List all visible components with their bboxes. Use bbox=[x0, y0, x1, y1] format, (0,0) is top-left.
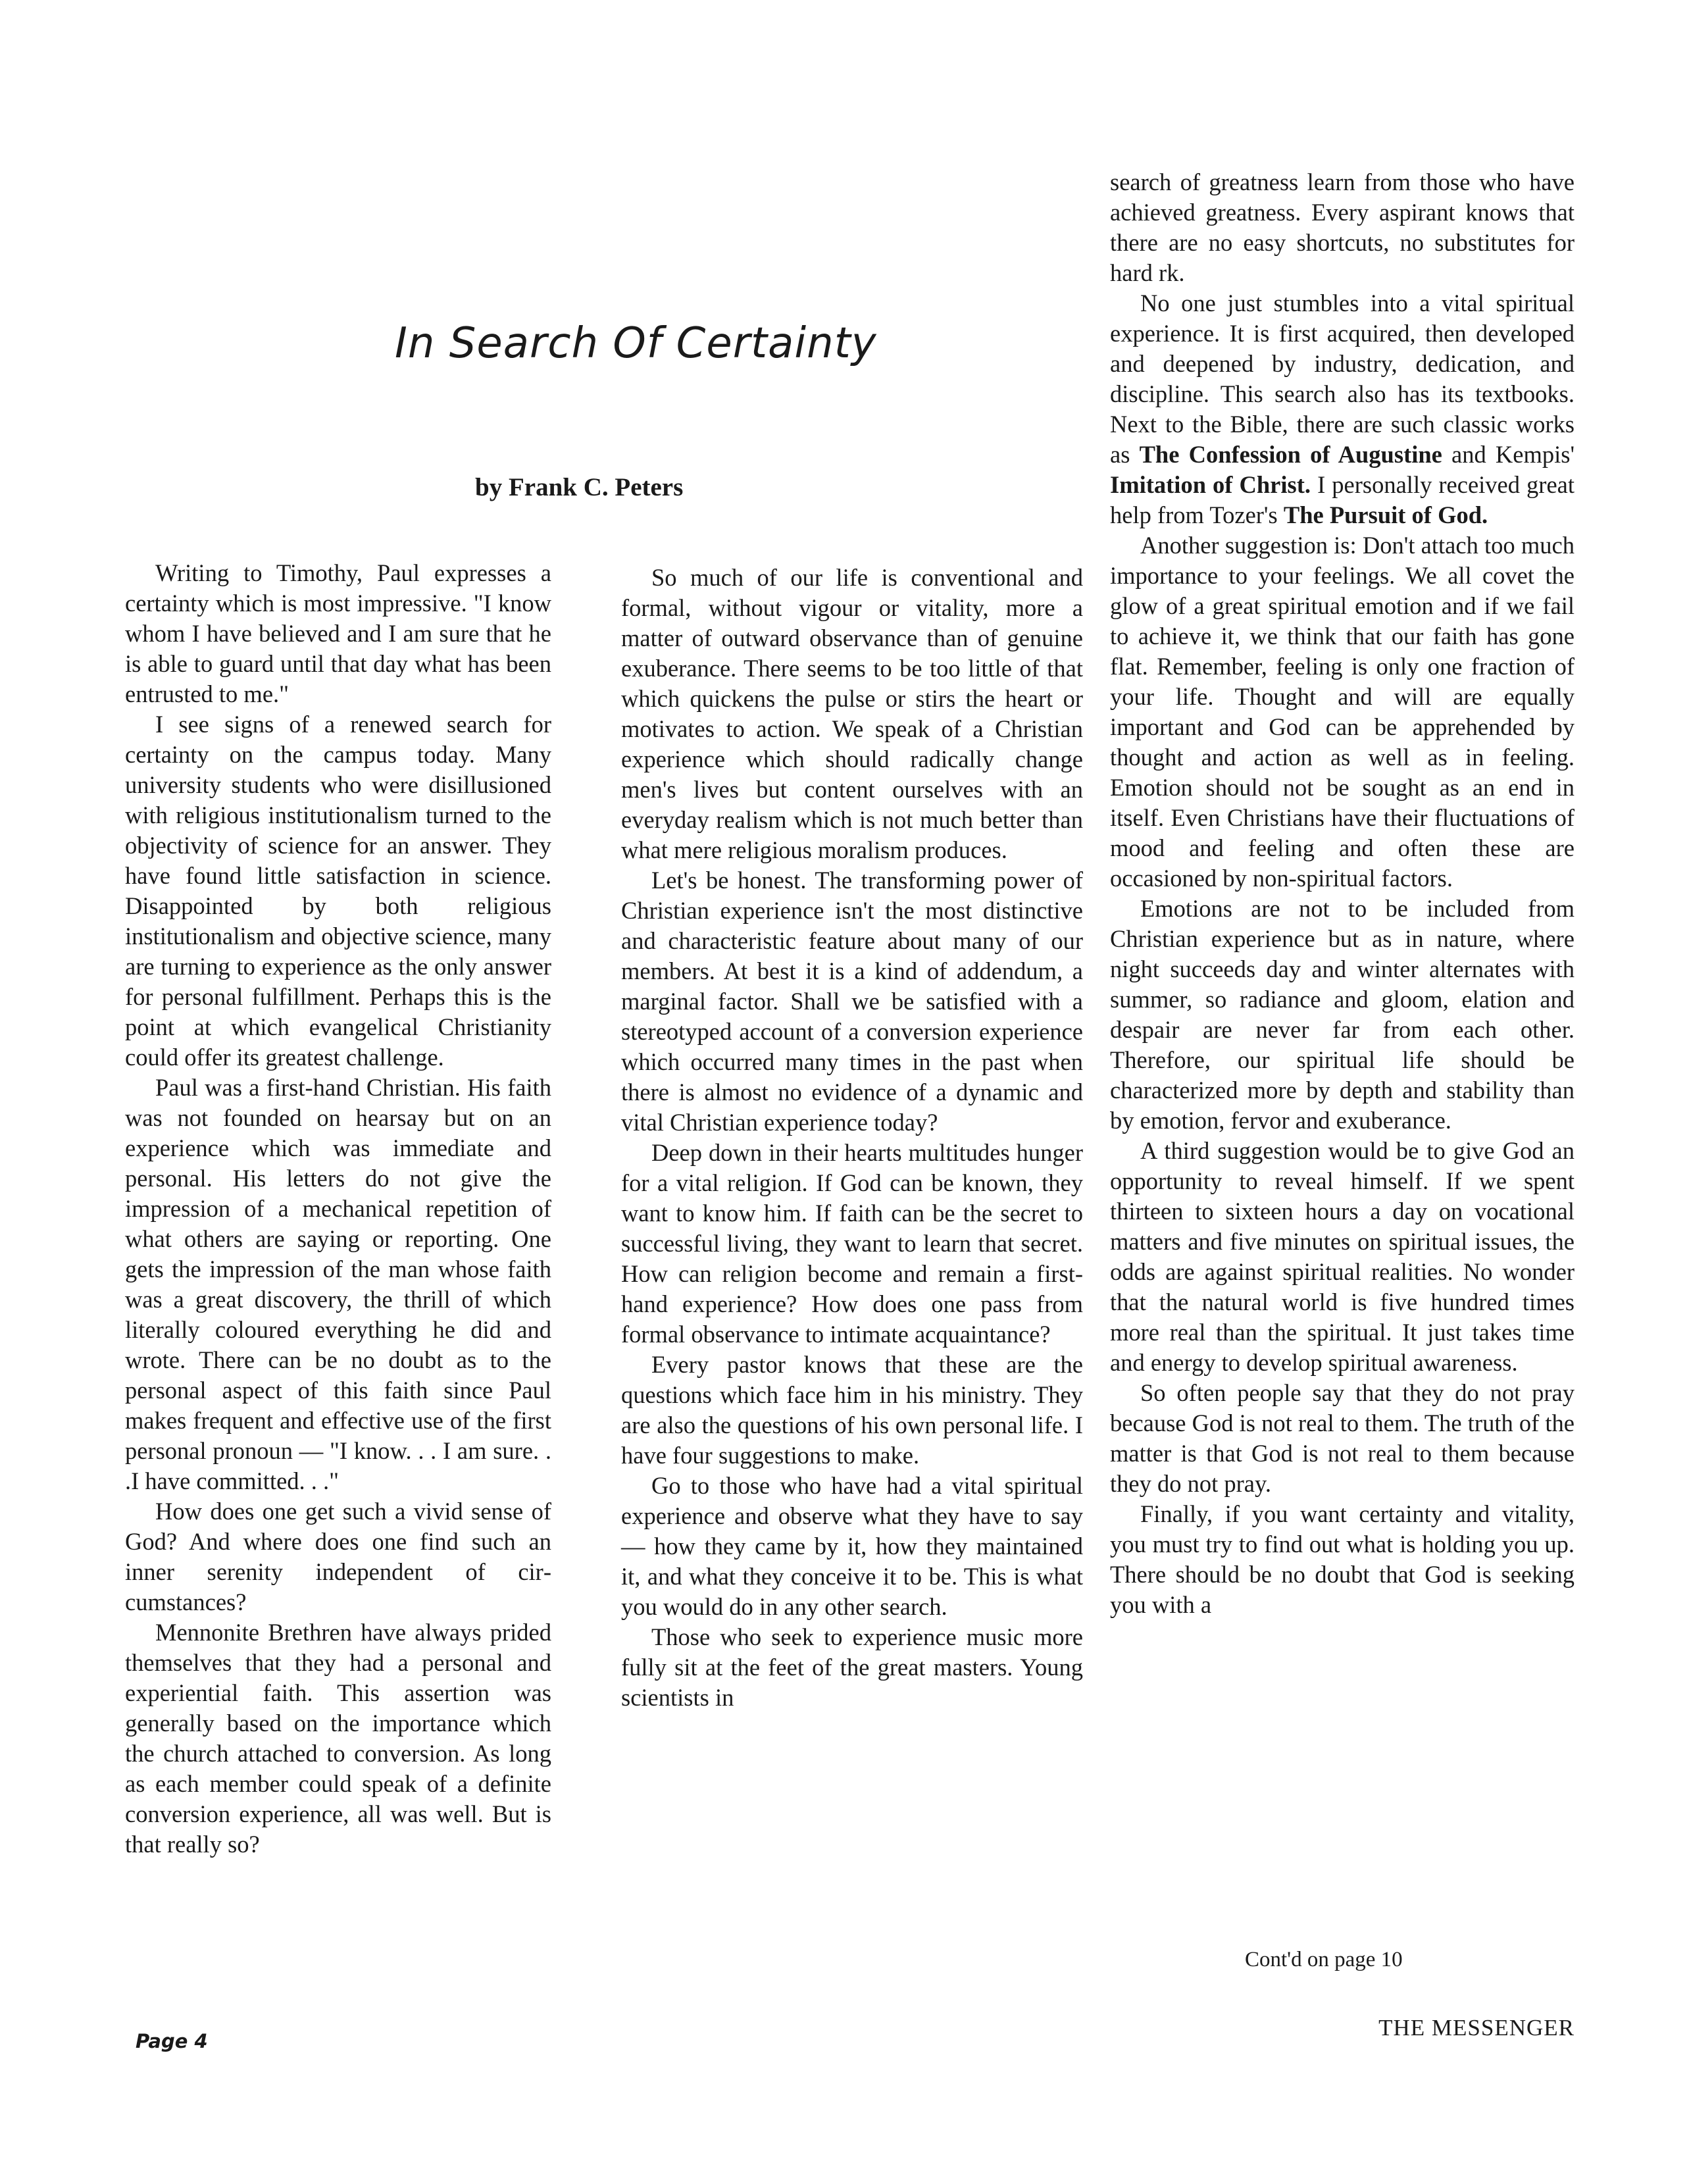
column-2 bbox=[621, 563, 1083, 1713]
book-title: Imitation of Christ. bbox=[1110, 471, 1311, 498]
paragraph: Let's be honest. The transforming power of Christian experience isn't the most distinctive and characteristic feature about many of our members. At best it is a kind of addendum, a marginal factor. Shall we be satisfied with a stereotyped account of a conversion experience which occurred many times in the past when there is almost no evidence of a dynamic and vital Christian experience today? bbox=[621, 867, 1083, 1136]
paragraph: I see signs of a renewed search for certainty on the campus today. Many university students who were disillusioned with religious institutionalism turned to the objectivity of science for an answer. They have found little satisfaction in science. Disappointed by both religious institutionalism and objective science, many are turning to experience as the only answer for personal fulfillment. Perhaps this is the point at which evangelical Christianity could offer its greatest challenge. bbox=[125, 711, 551, 1071]
book-title: The Confession of Augustine bbox=[1139, 441, 1442, 468]
paragraph: Emotions are not to be included from Christian experience but as in nature, where night succeeds day and winter alternates with summer, so radiance and gloom, elation and despair are never far from each other. Therefore, our spiritual life should be characterized more by depth and stability than by emotion, fervor and exuberance. bbox=[1110, 895, 1575, 1134]
article-title: In Search Of Certainty bbox=[395, 319, 877, 368]
paragraph: search of greatness learn from those who have achieved greatness. Every aspirant knows that there are no easy shortcuts, no substitutes for hard rk. bbox=[1110, 168, 1575, 286]
page-number: Page 4 bbox=[136, 2030, 208, 2052]
paragraph: A third suggestion would be to give God an opportunity to reveal himself. If we spent thirteen to sixteen hours a day on vocational matters and five minutes on spiritual issues, the odds are against spiritual realities. No wonder that the natural world is five hundred times more real than the spiritual. It just takes time and energy to develop spiritual awareness. bbox=[1110, 1137, 1575, 1376]
text-run: I personally received great help from Tozer's bbox=[1110, 471, 1575, 528]
paragraph: Paul was a first-hand Christian. His faith was not founded on hearsay but on an experience which was immediate and personal. His letters do not give the impression of a mechanical repetition of what others are saying or reporting. One gets the impression of the man whose faith was a great discovery, the thrill of which literally coloured everything he did and wrote. There can be no doubt as to the personal aspect of this faith since Paul makes frequent and effective use of the first personal pronoun — "I know. . . I am sure. . .I have committed. . ." bbox=[125, 1074, 551, 1494]
paragraph: How does one get such a vivid sense of God? And where does one find such an inner serenity independent of circumstances? bbox=[125, 1498, 551, 1615]
column-3 bbox=[1110, 167, 1575, 1620]
text-run: and Kempis' bbox=[1442, 441, 1575, 468]
text-run: No one just stumbles into a vital spiritual experience. It is first acquired, then developed and deepened by industry, dedication, and discipline. This search also has its textbooks. Next to the Bible, there are such classic works as bbox=[1110, 290, 1575, 468]
paragraph: Every pastor knows that these are the questions which face him in his ministry. They are also the questions of his own personal life. I have four suggestions to make. bbox=[621, 1351, 1083, 1469]
column-1 bbox=[125, 558, 551, 1860]
book-title: The Pursuit of God. bbox=[1283, 501, 1488, 528]
paragraph: Deep down in their hearts multitudes hunger for a vital religion. If God can be known, they want to know him. If faith can be the secret to successful living, they want to learn that secret. How can religion become and remain a first-hand experience? How does one pass from formal observance to intimate acquaintance? bbox=[621, 1139, 1083, 1348]
continuation-note: Cont'd on page 10 bbox=[1245, 1948, 1403, 1971]
paragraph: Writing to Timothy, Paul expresses a certainty which is most impressive. "I know whom I have believed and I am sure that he is able to guard until that day what has been entrusted to me." bbox=[125, 559, 551, 707]
paragraph: Mennonite Brethren have always prided themselves that they had a personal and experiential faith. This assertion was generally based on the importance which the church attached to conversion. As long as each member could speak of a definite conversion experience, all was well. But is that really so? bbox=[125, 1619, 551, 1858]
paragraph: Go to those who have had a vital spiritual experience and observe what they have to say — how they came by it, how they maintained it, and what they conceive it to be. This is what you would do in any other search. bbox=[621, 1472, 1083, 1620]
paragraph: So often people say that they do not pray because God is not real to them. The truth of the matter is that God is not real to them because they do not pray. bbox=[1110, 1379, 1575, 1497]
paragraph: So much of our life is conventional and formal, without vigour or vitality, more a matter of outward observance than of genuine exuberance. There seems to be too little of that which quickens the pulse or stirs the heart or motivates to action. We speak of a Christian experience which should radically change men's lives but content ourselves with an everyday realism which is not much better than what mere religious moralism produces. bbox=[621, 564, 1083, 863]
publication-name: THE MESSENGER bbox=[1378, 2015, 1575, 2041]
paragraph: Another suggestion is: Don't attach too much importance to your feelings. We all covet the glow of a great spiritual emotion and if we fail to achieve it, we think that our faith has gone flat. Remember, feeling is only one fraction of your life. Thought and will are equally important and God can be apprehended by thought and action as well as in feeling. Emotion should not be sought as an end in itself. Even Christians have their fluctuations of mood and feeling and often these are occasioned by non-spiritual factors. bbox=[1110, 532, 1575, 892]
paragraph: Those who seek to experience music more fully sit at the feet of the great masters. Young scientists in bbox=[621, 1623, 1083, 1711]
paragraph-book-list bbox=[1110, 288, 1575, 530]
byline: by Frank C. Peters bbox=[475, 473, 684, 501]
paragraph: Finally, if you want certainty and vitality, you must try to find out what is holding you up. There should be no doubt that God is seeking you with a bbox=[1110, 1500, 1575, 1618]
